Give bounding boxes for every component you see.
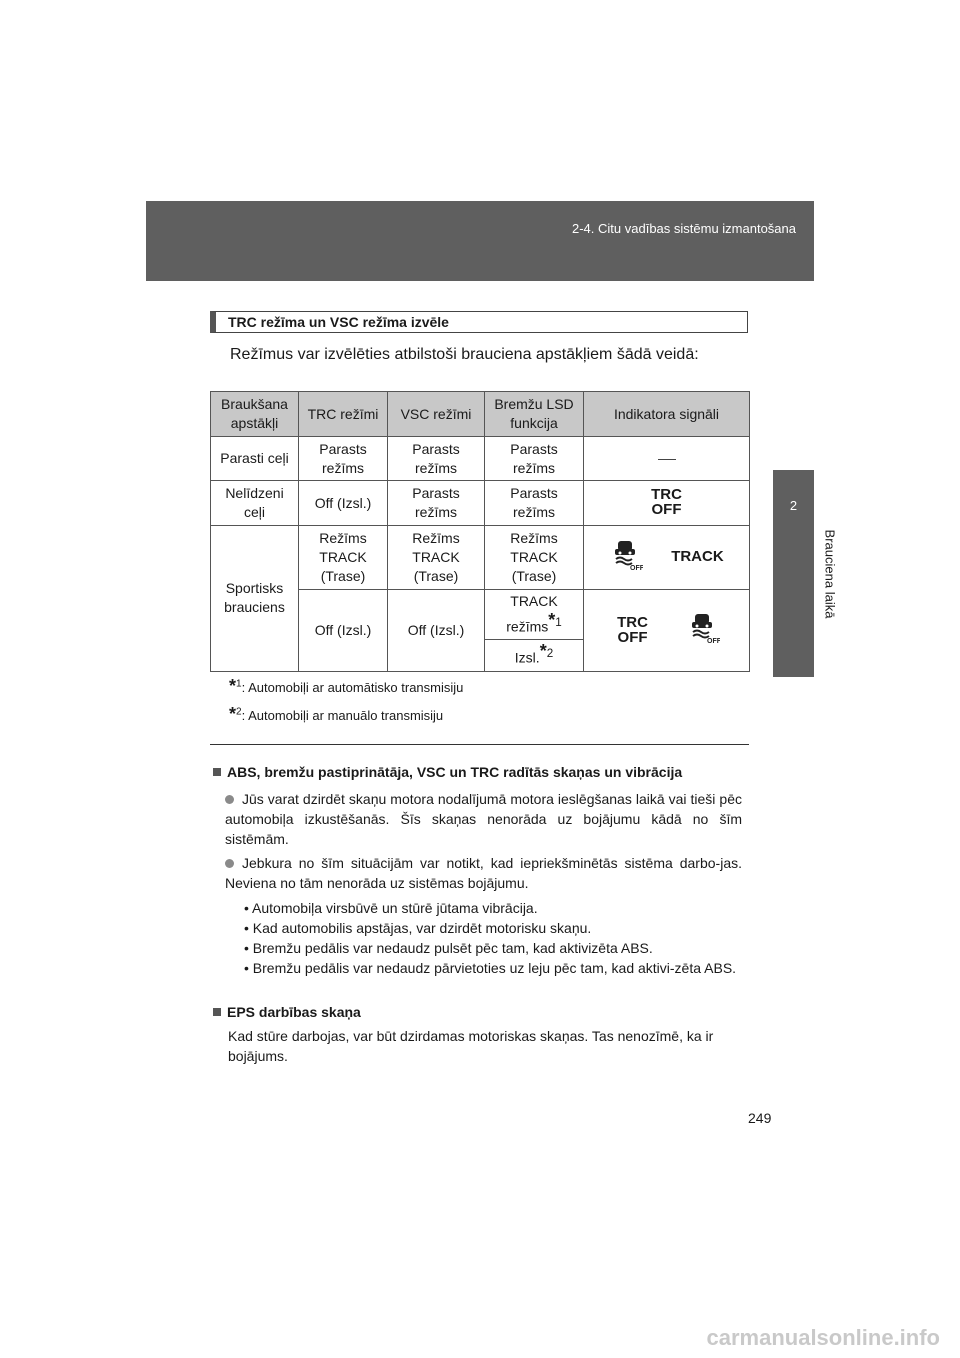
chapter-label [820,470,840,677]
sub-list [244,898,744,978]
column-header: Bremžu LSD funkcija [485,392,584,437]
watermark: carmanualsonline.info [706,1325,940,1350]
table-cell: Režīms TRACK (Trase) [299,526,388,590]
column-header: Indikatora signāli [584,392,750,437]
footnote: *$^1$: Automobiļi ar automātisko transmisiju [229,676,464,696]
eps-note-text: Kad stūre darbojas, var būt dzirdamas motoriskas skaņas. Tas nenozīmē, ka ir bojājums. [228,1028,714,1064]
vsc-off-car-icon [686,611,720,650]
header-band [146,201,814,281]
divider [210,744,749,745]
vsc-off-car-icon [609,538,643,577]
abs-note-title: ABS, bremžu pastiprinātāja, VSC un TRC radītās skaņas un vibrācija [213,762,753,782]
section-heading [210,311,748,333]
abs-bullet-2: Jebkura no šīm situācijām var notikt, kad iepriekšminētās sistēma darbo-jas. Neviena no tām nenorāda uz sistēmas bojājumu. [225,855,742,891]
table-cell: Parasts režīms [388,481,485,526]
table-cell: Parasts režīms [485,437,584,481]
column-header: VSC režīmi [388,392,485,437]
table-cell: Parasts režīms [299,437,388,481]
chapter-label-text: Brauciena laikā [822,529,838,618]
trc-off-indicator-icon: TRC OFF [617,614,648,647]
table-row [211,526,750,590]
no-indicator-dash [658,459,676,460]
table-cell: TRACK režīms$^{*1}$ [485,590,584,640]
lsd-off: Izsl. [514,649,540,666]
table-cell: Off (Izsl.) [299,481,388,526]
table-cell: Parasti ceļi [211,437,299,481]
table-cell: Režīms TRACK (Trase) [485,526,584,590]
intro-text: Režīmus var izvēlēties atbilstoši brauciena apstākļiem šādā veidā: [230,346,699,363]
table-cell: Off (Izsl.) [299,590,388,672]
table-header-row [211,392,750,437]
modes-table [210,391,750,672]
column-header: Braukšana apstākļi [211,392,299,437]
round-bullet-icon [225,795,234,804]
table-cell [584,526,750,590]
round-bullet-icon [225,859,234,868]
footnote: *$^2$: Automobiļi ar manuālo transmisiju [229,704,444,724]
table-cell: Izsl.$^{*2}$ [485,639,584,671]
trc-off-indicator-icon: TRC OFF [651,486,682,518]
eps-note-title: EPS darbības skaņa [213,1002,753,1022]
footnote-ref: 2 [546,647,554,661]
table-cell: Sportisks brauciens [211,526,299,672]
table-cell: Parasts režīms [485,481,584,526]
chapter-number: 2 [789,498,798,513]
page-number: 249 [748,1110,772,1126]
lsd-track-mode: TRACK režīms [506,593,558,635]
list-item: • Kad automobilis apstājas, var dzirdēt motorisku skaņu. [244,920,592,936]
section-heading-text: TRC režīma un VSC režīma izvēle [228,314,449,330]
table-cell: Parasts režīms [388,437,485,481]
table-row [211,437,750,481]
table-row [211,481,750,526]
track-indicator-icon: TRACK [671,548,724,566]
off-label: OFF [707,637,721,645]
square-bullet-icon [213,1008,221,1016]
list-item: • Bremžu pedālis var nedaudz pārvietoties uz leju pēc tam, kad aktivi-zēta ABS. [244,960,737,976]
table-cell [584,590,750,672]
footnote-ref: 1 [555,616,562,629]
section-title: 2-4. Citu vadības sistēmu izmantošana [572,221,796,236]
table-cell: Režīms TRACK (Trase) [388,526,485,590]
column-header: TRC režīmi [299,392,388,437]
table-cell: Off (Izsl.) [388,590,485,672]
abs-bullet-1: Jūs varat dzirdēt skaņu motora nodalījumā motora ieslēgšanas laikā vai tieši pēc automobiļa izkustēšanās. Šīs skaņas nenorāda uz bojājumu kādā no šīm sistēmām. [225,791,742,847]
list-item: • Automobiļa virsbūvē un stūrē jūtama vibrācija. [244,900,538,916]
chapter-tab [773,470,814,677]
table-cell [584,437,750,481]
off-label: OFF [630,565,644,572]
table-cell: Nelīdzeni ceļi [211,481,299,526]
list-item: • Bremžu pedālis var nedaudz pulsēt pēc tam, kad aktivizēta ABS. [244,940,653,956]
table-cell [584,481,750,526]
square-bullet-icon [213,768,221,776]
